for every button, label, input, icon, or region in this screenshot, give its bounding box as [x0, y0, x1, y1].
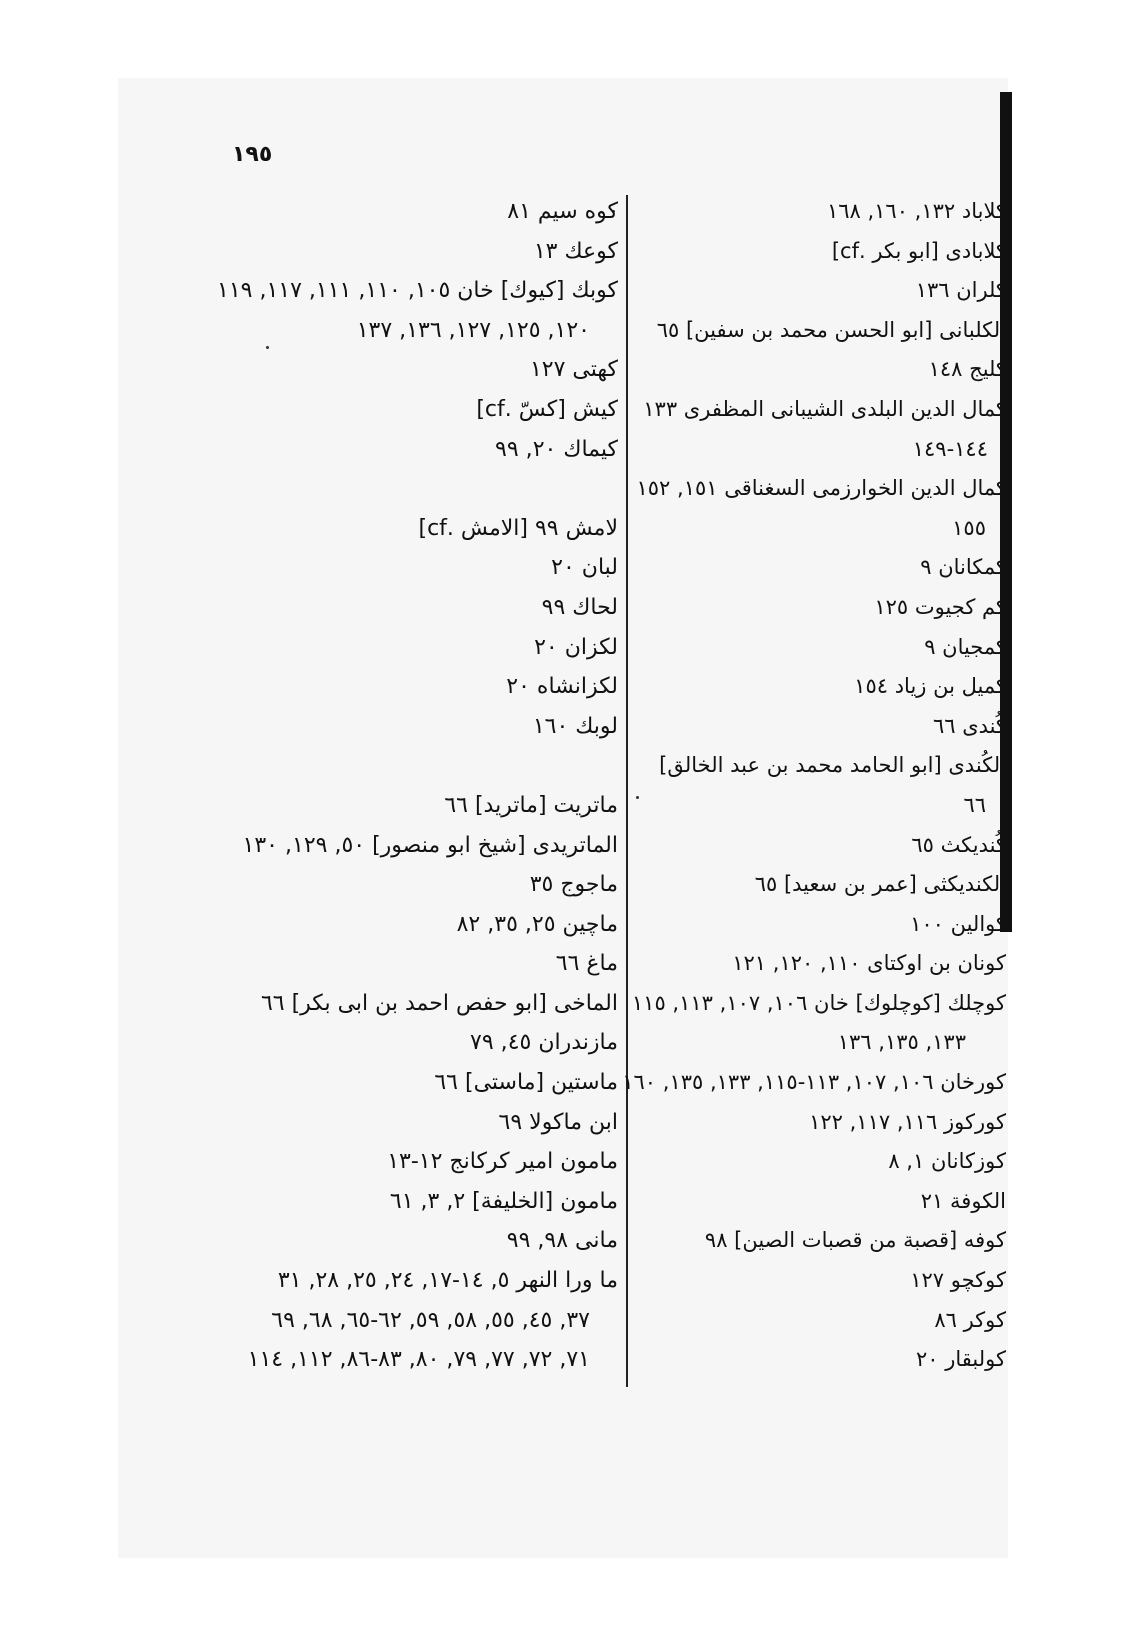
index-entry: كوكچو ١٢٧	[910, 1268, 1006, 1293]
index-entry: لكزان ٢٠	[534, 634, 618, 660]
index-entry: كوعك ١٣	[533, 238, 618, 264]
index-entry: كونان بن اوكتای ١١٠, ١٢٠, ١٢١	[732, 951, 1006, 976]
index-entry: ماچين ٢٥, ٣٥, ٨٢	[456, 911, 618, 937]
index-entry: لوبك ١٦٠	[532, 713, 618, 739]
index-entry: لامش ٩٩ [الامش .cf]	[418, 515, 618, 541]
index-entry: الكُندی [ابو الحامد محمد بن عبد الخالق]	[659, 753, 1006, 778]
index-entry: ماستين [ماستی] ٦٦	[434, 1070, 618, 1096]
index-entry: ما ورا النهر ٥, ١٤-١٧, ٢٤, ٢٥, ٢٨, ٣١	[277, 1268, 618, 1294]
index-entry-continuation: ١٣٣, ١٣٥, ١٣٦	[837, 1030, 966, 1055]
index-entry: كوزكانان ١, ٨	[888, 1149, 1006, 1174]
column-divider	[626, 195, 628, 1387]
index-entry: ماجوج ٣٥	[529, 872, 618, 898]
index-entry-continuation: ٦٦	[963, 792, 986, 817]
index-entry: لبان ٢٠	[551, 555, 618, 581]
index-entry: مازندران ٤٥, ٧٩	[470, 1030, 618, 1056]
index-entry: كولبقار ٢٠	[916, 1347, 1006, 1372]
index-entry: كوكر ٨٦	[934, 1307, 1006, 1332]
index-entry: كهتی ١٢٧	[529, 357, 618, 383]
page-number: ١٩٥	[232, 142, 273, 167]
index-entry-continuation: ١٢٠, ١٢٥, ١٢٧, ١٣٦, ١٣٧	[356, 317, 590, 343]
index-entry: لكزانشاه ٢٠	[506, 674, 618, 700]
index-entry: الكوفة ٢١	[920, 1188, 1006, 1213]
index-entry-continuation: ١٥٥	[952, 515, 986, 540]
index-entry: كلاباد ١٣٢, ١٦٠, ١٦٨	[826, 199, 1006, 223]
index-entry: كليج ١٤٨	[928, 357, 1006, 382]
index-column-right	[622, 192, 1006, 1380]
index-entry: كُنديكث ٦٥	[911, 832, 1006, 857]
index-entry: كيش [كسّ .cf]	[476, 396, 618, 422]
index-entry: كمال الدين الخوارزمی السغناقی ١٥١, ١٥٢	[636, 476, 1006, 501]
index-entry-continuation: ٣٧, ٤٥, ٥٥, ٥٨, ٥٩, ٦٢-٦٥, ٦٨, ٦٩	[271, 1307, 590, 1333]
section-gap	[230, 469, 618, 509]
index-entry: الماتريدی [شيخ ابو منصور] ٥٠, ١٢٩, ١٣٠	[242, 832, 618, 858]
index-entry: كمال الدين البلدی الشيبانی المظفری ١٣٣	[643, 396, 1006, 421]
index-entry: كوبك [كيوك] خان ١٠٥, ١١٠, ١١١, ١١٧, ١١٩	[217, 278, 618, 304]
index-entry: ماغ ٦٦	[555, 951, 618, 977]
index-entry: كُندی ٦٦	[932, 713, 1006, 738]
index-entry: كمكانان ٩	[920, 555, 1006, 580]
index-entry: مامون [الخليفة] ٢, ٣, ٦١	[389, 1188, 618, 1214]
index-entry: كوالين ١٠٠	[910, 911, 1006, 936]
index-entry: الماخی [ابو حفص احمد بن ابی بكر] ٦٦	[260, 990, 618, 1016]
index-entry: كورخان ١٠٦, ١٠٧, ١١٣-١١٥, ١٣٣, ١٣٥, ١٦٠	[622, 1070, 1006, 1095]
index-entry: كلران ١٣٦	[915, 278, 1006, 303]
index-entry: مانی ٩٨, ٩٩	[506, 1228, 618, 1254]
index-entry: كوه سيم ٨١	[507, 199, 618, 224]
index-entry: كلابادی [ابو بكر .cf]	[831, 238, 1006, 263]
index-entry: ماتريت [ماتريد] ٦٦	[444, 792, 618, 818]
index-entry: كوركوز ١١٦, ١١٧, ١٢٢	[809, 1109, 1006, 1134]
index-column-left	[217, 192, 618, 1380]
index-entry: ابن ماكولا ٦٩	[498, 1109, 618, 1135]
index-entry: كمجيان ٩	[924, 634, 1006, 659]
index-entry: الكنديكثی [عمر بن سعيد] ٦٥	[754, 872, 1006, 897]
index-entry: كميل بن زياد ١٥٤	[854, 674, 1006, 699]
index-entry: كم كجيوت ١٢٥	[874, 594, 1006, 619]
index-entry: كوفه [قصبة من قصبات الصين] ٩٨	[704, 1228, 1006, 1253]
index-entry-continuation: ١٤٤-١٤٩	[912, 436, 988, 461]
index-entry-continuation: ٧١, ٧٢, ٧٧, ٧٩, ٨٠, ٨٣-٨٦, ١١٢, ١١٤	[247, 1347, 590, 1373]
index-entry: مامون امير كركانج ١٢-١٣	[387, 1149, 618, 1175]
index-entry: لحاك ٩٩	[541, 594, 618, 620]
section-gap	[230, 746, 618, 786]
index-entry: الكلبانی [ابو الحسن محمد بن سفين] ٦٥	[656, 317, 1006, 342]
index-entry: كيماك ٢٠, ٩٩	[495, 436, 618, 462]
index-entry: كوچلك [كوچلوك] خان ١٠٦, ١٠٧, ١١٣, ١١٥	[631, 990, 1006, 1015]
